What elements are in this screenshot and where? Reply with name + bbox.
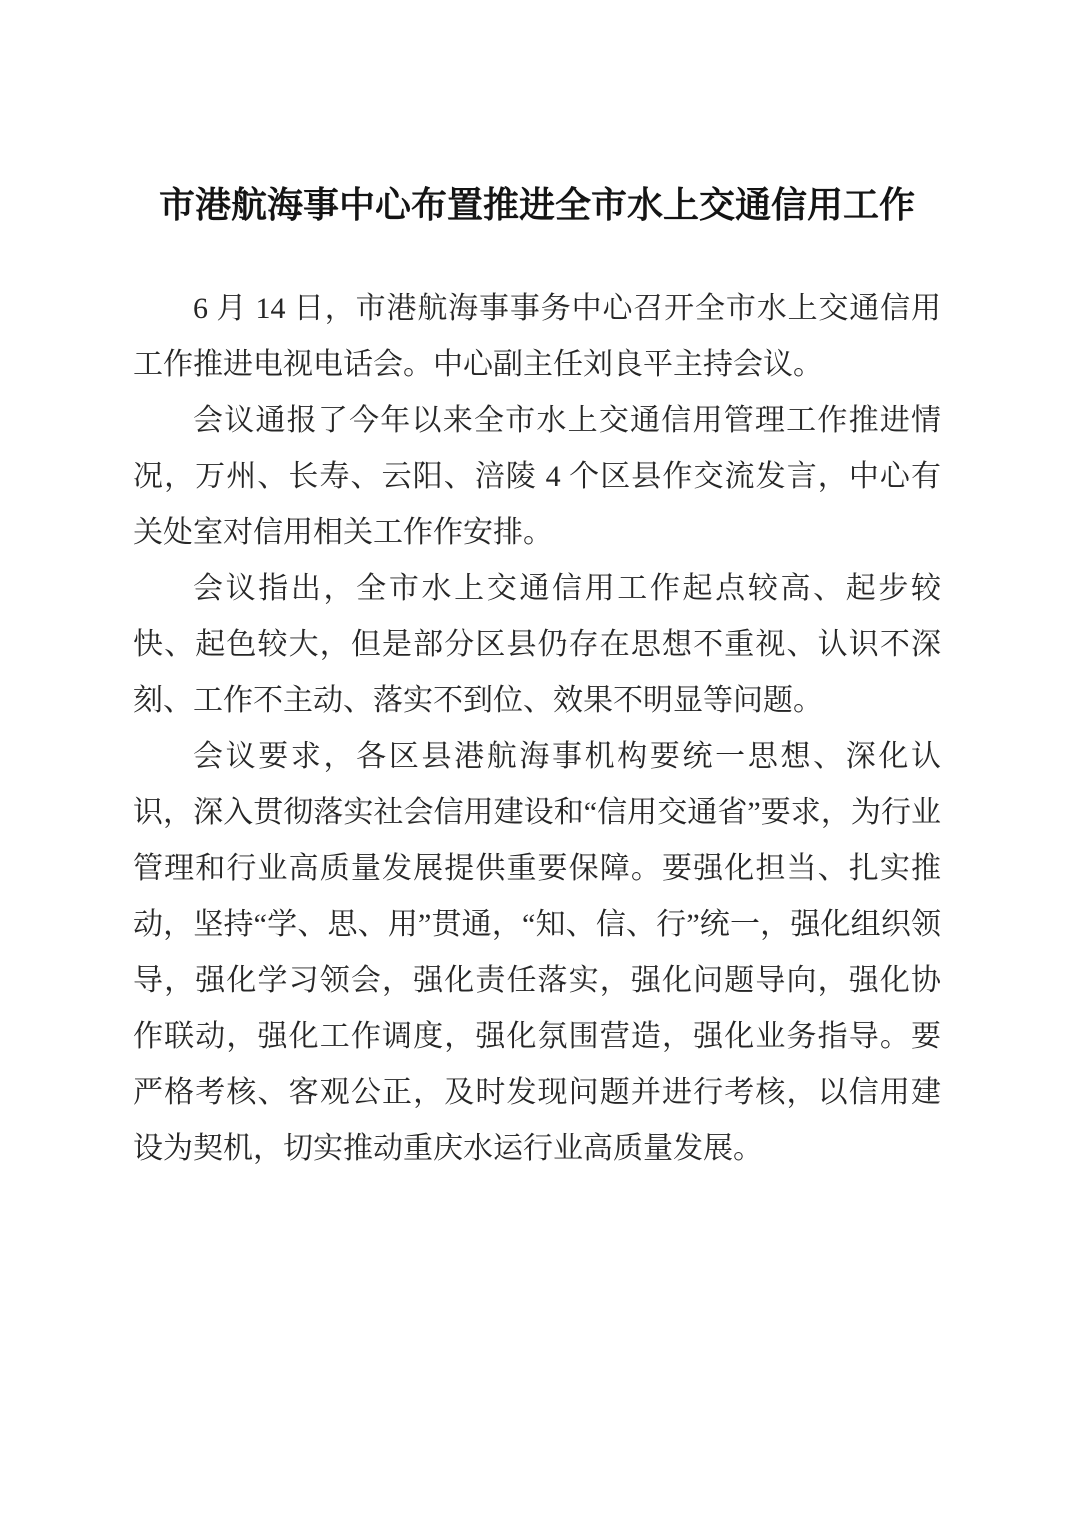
paragraph-meeting-issues: 会议指出，全市水上交通信用工作起点较高、起步较快、起色较大，但是部分区县仍存在思想不重视、认识不深刻、工作不主动、落实不到位、效果不明显等问题。 xyxy=(133,572,941,717)
document-title: 市港航海事中心布置推进全市水上交通信用工作 xyxy=(158,185,915,225)
document-body xyxy=(133,281,941,1177)
paragraph-meeting-report: 会议通报了今年以来全市水上交通信用管理工作推进情况，万州、长寿、云阳、涪陵 4 个区县作交流发言，中心有关处室对信用相关工作作安排。 xyxy=(133,404,941,549)
paragraph-meeting-requirements: 会议要求，各区县港航海事机构要统一思想、深化认识，深入贯彻落实社会信用建设和“信用交通省”要求，为行业管理和行业高质量发展提供重要保障。要强化担当、扎实推动，坚持“学、思、用”贯通，“知、信、行”统一，强化组织领导，强化学习领会，强化责任落实，强化问题导向，强化协作联动，强化工作调度，强化氛围营造，强化业务指导。要严格考核、客观公正，及时发现问题并进行考核，以信用建设为契机，切实推动重庆水运行业高质量发展。 xyxy=(133,740,941,1165)
paragraph-meeting-intro: 6 月 14 日，市港航海事事务中心召开全市水上交通信用工作推进电视电话会。中心副主任刘良平主持会议。 xyxy=(133,292,941,381)
